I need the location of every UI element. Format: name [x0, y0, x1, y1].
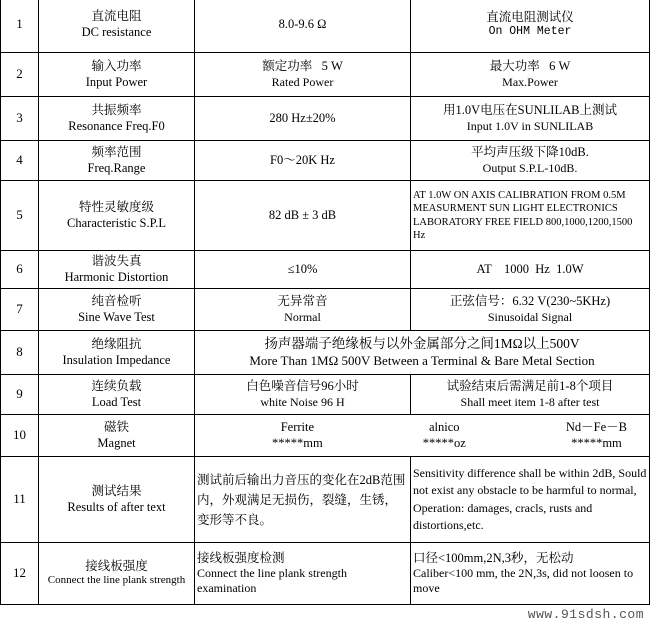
method-cell: [411, 0, 650, 53]
label-en: Input Power: [85, 74, 148, 89]
merged-en: More Than 1MΩ 500V Between a Terminal & Bare Metal Section: [249, 352, 595, 368]
table-row: [1, 97, 650, 141]
label-en: Harmonic Distortion: [64, 269, 169, 284]
label-cn: 谐波失真: [91, 253, 142, 268]
magnet-cell: [195, 415, 650, 457]
label-cn: 绝缘阻抗: [91, 336, 142, 351]
method-cell: AT 1000 Hz 1.0W: [411, 251, 650, 289]
label-cn: 直流电阻: [91, 8, 142, 23]
table-row: [1, 415, 650, 457]
spec-cell: ≤10%: [195, 251, 411, 289]
label-cn: 磁铁: [103, 419, 129, 434]
method-en: Caliber<100 mm, the 2N,3s, did not loosen to move: [413, 566, 634, 596]
item-label: [39, 457, 195, 543]
method-en: Shall meet item 1-8 after test: [460, 394, 600, 409]
item-label: [39, 251, 195, 289]
method-cn: 最大功率 6 W: [489, 59, 571, 74]
method-cell: [411, 375, 650, 415]
method-cn: 口径<100mm,2N,3秒，无松动: [413, 550, 574, 565]
label-en: Load Test: [91, 394, 142, 409]
method-cn: 直流电阻测试仪: [486, 9, 574, 24]
row-number: 3: [1, 97, 39, 141]
magnet-ndfeb: [566, 420, 627, 451]
spec-cell: [195, 289, 411, 331]
spec-cn: 额定功率 5 W: [262, 59, 343, 74]
method-cell: [411, 141, 650, 181]
label-en: Sine Wave Test: [78, 309, 155, 324]
table-row: [1, 141, 650, 181]
method-cn: 用1.0V电压在SUNLILAB上测试: [443, 103, 617, 118]
spec-cell: 280 Hz±20%: [195, 97, 411, 141]
item-label: [39, 289, 195, 331]
spec-en: Normal: [284, 309, 321, 324]
magnet-value: *****mm: [571, 435, 622, 450]
row-number: 7: [1, 289, 39, 331]
spec-cell: 测试前后输出力音压的变化在2dB范围内，外观满足无损伤，裂缝，生锈，变形等不良。: [195, 457, 411, 543]
label-en: Results of after text: [67, 499, 166, 514]
item-label: [39, 97, 195, 141]
method-en: Sinusoidal Signal: [487, 309, 573, 324]
spec-en: white Noise 96 H: [260, 394, 345, 409]
item-label: [39, 0, 195, 53]
watermark: www.91sdsh.com: [527, 607, 644, 622]
row-number: 5: [1, 181, 39, 251]
row-number: 6: [1, 251, 39, 289]
row-number: 12: [1, 543, 39, 605]
label-en: Freq.Range: [87, 160, 146, 175]
method-cn: 试验结束后需满足前1-8个项目: [446, 379, 614, 394]
item-label: [39, 141, 195, 181]
label-cn: 共振频率: [91, 102, 142, 117]
table-row: [1, 289, 650, 331]
label-cn: 特性灵敏度级: [78, 199, 154, 214]
table-row: [1, 457, 650, 543]
label-en: Magnet: [97, 435, 136, 450]
label-en: Connect the line plank strength: [47, 574, 186, 587]
table-row: [1, 181, 650, 251]
spec-cell: [195, 543, 411, 605]
magnet-value: *****oz: [422, 435, 466, 450]
item-label: [39, 375, 195, 415]
method-cn: 正弦信号：6.32 V(230~5KHz): [449, 294, 611, 309]
row-number: 2: [1, 53, 39, 97]
spec-en: Rated Power: [271, 74, 334, 89]
label-en: DC resistance: [81, 24, 152, 39]
row-number: 9: [1, 375, 39, 415]
method-en: Input 1.0V in SUNLILAB: [466, 118, 594, 133]
method-en: On OHM Meter: [488, 25, 572, 39]
method-cell: [411, 289, 650, 331]
label-cn: 连续负载: [91, 378, 142, 393]
table-row: [1, 251, 650, 289]
magnet-name: Nd－Fe－B: [565, 419, 627, 434]
row-number: 4: [1, 141, 39, 181]
item-label: [39, 331, 195, 375]
method-cell: [411, 53, 650, 97]
label-en: Characteristic S.P.L: [67, 215, 166, 230]
spec-cn: 白色噪音信号96小时: [246, 379, 359, 394]
method-en: Max.Power: [502, 74, 558, 89]
magnet-ferrite: [272, 420, 323, 451]
table-row: [1, 53, 650, 97]
spec-cell: F0～20K Hz: [195, 141, 411, 181]
item-label: [39, 543, 195, 605]
spec-cell: 82 dB ± 3 dB: [195, 181, 411, 251]
magnet-value: *****mm: [272, 435, 323, 450]
table-row: [1, 0, 650, 53]
method-cn: 平均声压级下降10dB.: [471, 145, 589, 160]
row-number: 1: [1, 0, 39, 53]
row-number: 8: [1, 331, 39, 375]
spec-en: Connect the line plank strength examination: [197, 566, 347, 596]
method-cell: [411, 97, 650, 141]
label-cn: 纯音检听: [91, 293, 142, 308]
spec-cn: 接线板强度检测: [197, 550, 285, 565]
method-cell: Sensitivity difference shall be within 2dB, Sould not exist any obstacle to be harmful to normal, Operation: damages, cracls, rusts and distortions,etc.: [411, 457, 650, 543]
spec-cell: [195, 53, 411, 97]
magnet-name: Ferrite: [280, 419, 315, 434]
item-label: [39, 181, 195, 251]
row-number: 10: [1, 415, 39, 457]
item-label: [39, 415, 195, 457]
label-en: Insulation Impedance: [62, 352, 171, 367]
label-cn: 接线板强度: [85, 558, 148, 573]
magnet-alnico: [423, 420, 466, 451]
magnet-options: [197, 420, 647, 451]
label-cn: 测试结果: [91, 483, 142, 498]
magnet-name: alnico: [429, 419, 460, 434]
table-row: [1, 375, 650, 415]
method-cell: AT 1.0W ON AXIS CALIBRATION FROM 0.5M MEASURMENT SUN LIGHT ELECTRONICS LABORATORY FREE FIELD 800,1000,1200,1500 Hz: [411, 181, 650, 251]
merged-cn: 扬声器端子绝缘板与以外金属部分之间1MΩ以上500V: [264, 335, 580, 351]
method-cell: [411, 543, 650, 605]
method-en: Output S.P.L-10dB.: [482, 160, 578, 175]
item-label: [39, 53, 195, 97]
spec-cell: 8.0-9.6 Ω: [195, 0, 411, 53]
merged-cell: [195, 331, 650, 375]
spec-cn: 无异常音: [277, 294, 328, 309]
spec-cell: [195, 375, 411, 415]
table-row: [1, 331, 650, 375]
table-row: [1, 543, 650, 605]
row-number: 11: [1, 457, 39, 543]
label-en: Resonance Freq.F0: [68, 118, 165, 133]
label-cn: 频率范围: [91, 144, 142, 159]
label-cn: 输入功率: [91, 58, 142, 73]
